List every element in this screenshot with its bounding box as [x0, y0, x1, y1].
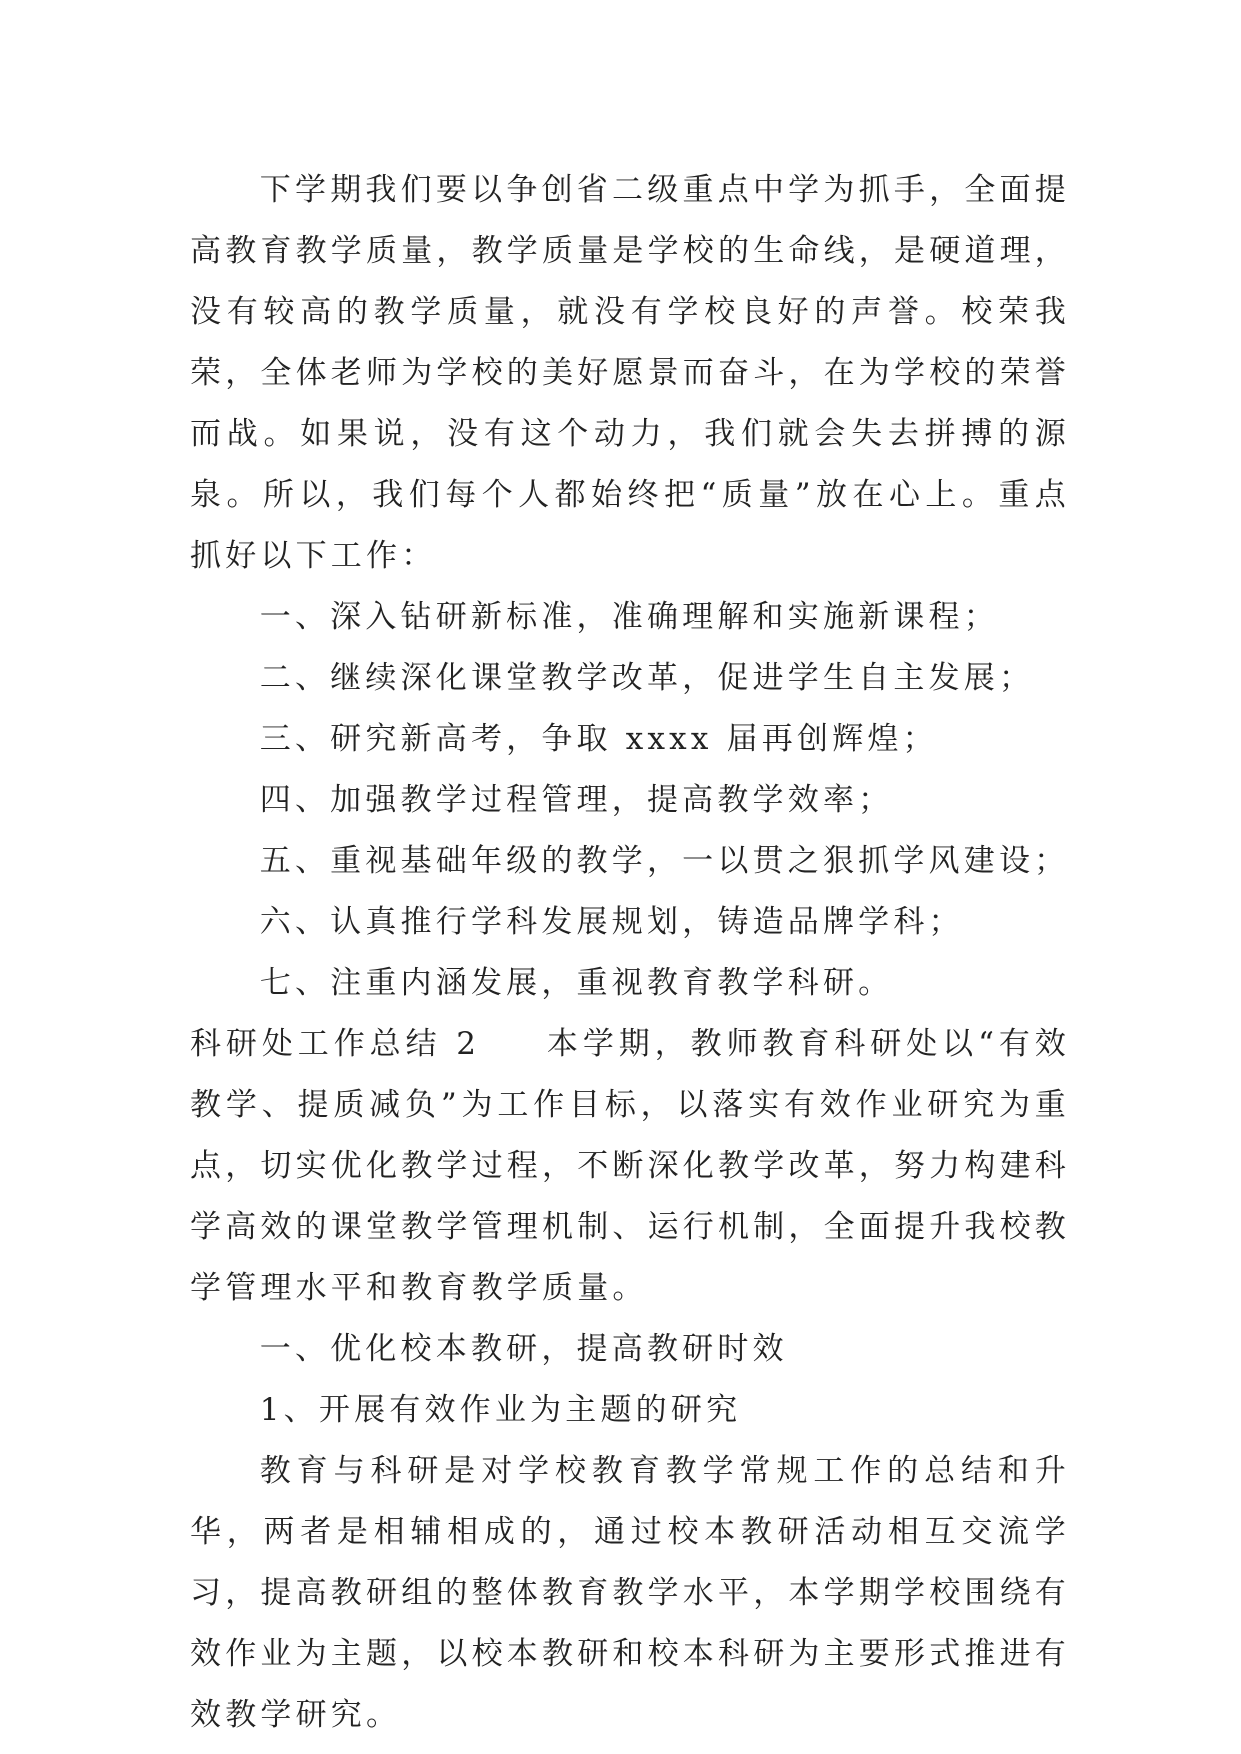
section-intro: 本学期，教师教育科研处以“有效教学、提质减负”为工作目标，以落实有效作业研究为重点，切实优化教学过程，不断深化教学改革，努力构建科学高效的课堂教学管理机制、运行机制，全面提升我校教学管理水平和教育教学质量。 [190, 1026, 1070, 1306]
paragraph-research-practice: 教育与科研是对学校教育教学常规工作的总结和升华，两者是相辅相成的，通过校本教研活动相互交流学习，提高教研组的整体教育教学水平，本学期学校围绕有效作业为主题，以校本教研和校本科研为主要形式推进有效教学研究。 [190, 1453, 1070, 1733]
document-body [190, 160, 1070, 1746]
paragraph-quality-goal: 下学期我们要以争创省二级重点中学为抓手，全面提高教育教学质量，教学质量是学校的生命线，是硬道理，没有较高的教学质量，就没有学校良好的声誉。校荣我荣，全体老师为学校的美好愿景而奋斗，在为学校的荣誉而战。如果说，没有这个动力，我们就会失去拼搏的源泉。所以，我们每个人都始终把“质量”放在心上。重点抓好以下工作： [190, 172, 1070, 574]
task-item: 五、重视基础年级的教学，一以贯之狠抓学风建设； [259, 843, 1070, 879]
task-item: 七、注重内涵发展，重视教育教学科研。 [259, 965, 894, 1001]
heading-optimize-research: 一、优化校本教研，提高教研时效 [259, 1331, 788, 1367]
task-item: 六、认真推行学科发展规划，铸造品牌学科； [259, 904, 964, 940]
section-title: 科研处工作总结 2 [190, 1026, 481, 1062]
section-summary-paragraph [190, 1014, 1070, 1319]
task-item: 四、加强教学过程管理，提高教学效率； [259, 782, 894, 818]
task-item: 三、研究新高考，争取 xxxx 届再创辉煌； [259, 721, 938, 757]
task-item: 二、继续深化课堂教学改革，促进学生自主发展； [259, 660, 1035, 696]
task-item: 一、深入钻研新标准，准确理解和实施新课程； [259, 599, 999, 635]
subheading-effective-homework: 1、开展有效作业为主题的研究 [259, 1392, 742, 1428]
